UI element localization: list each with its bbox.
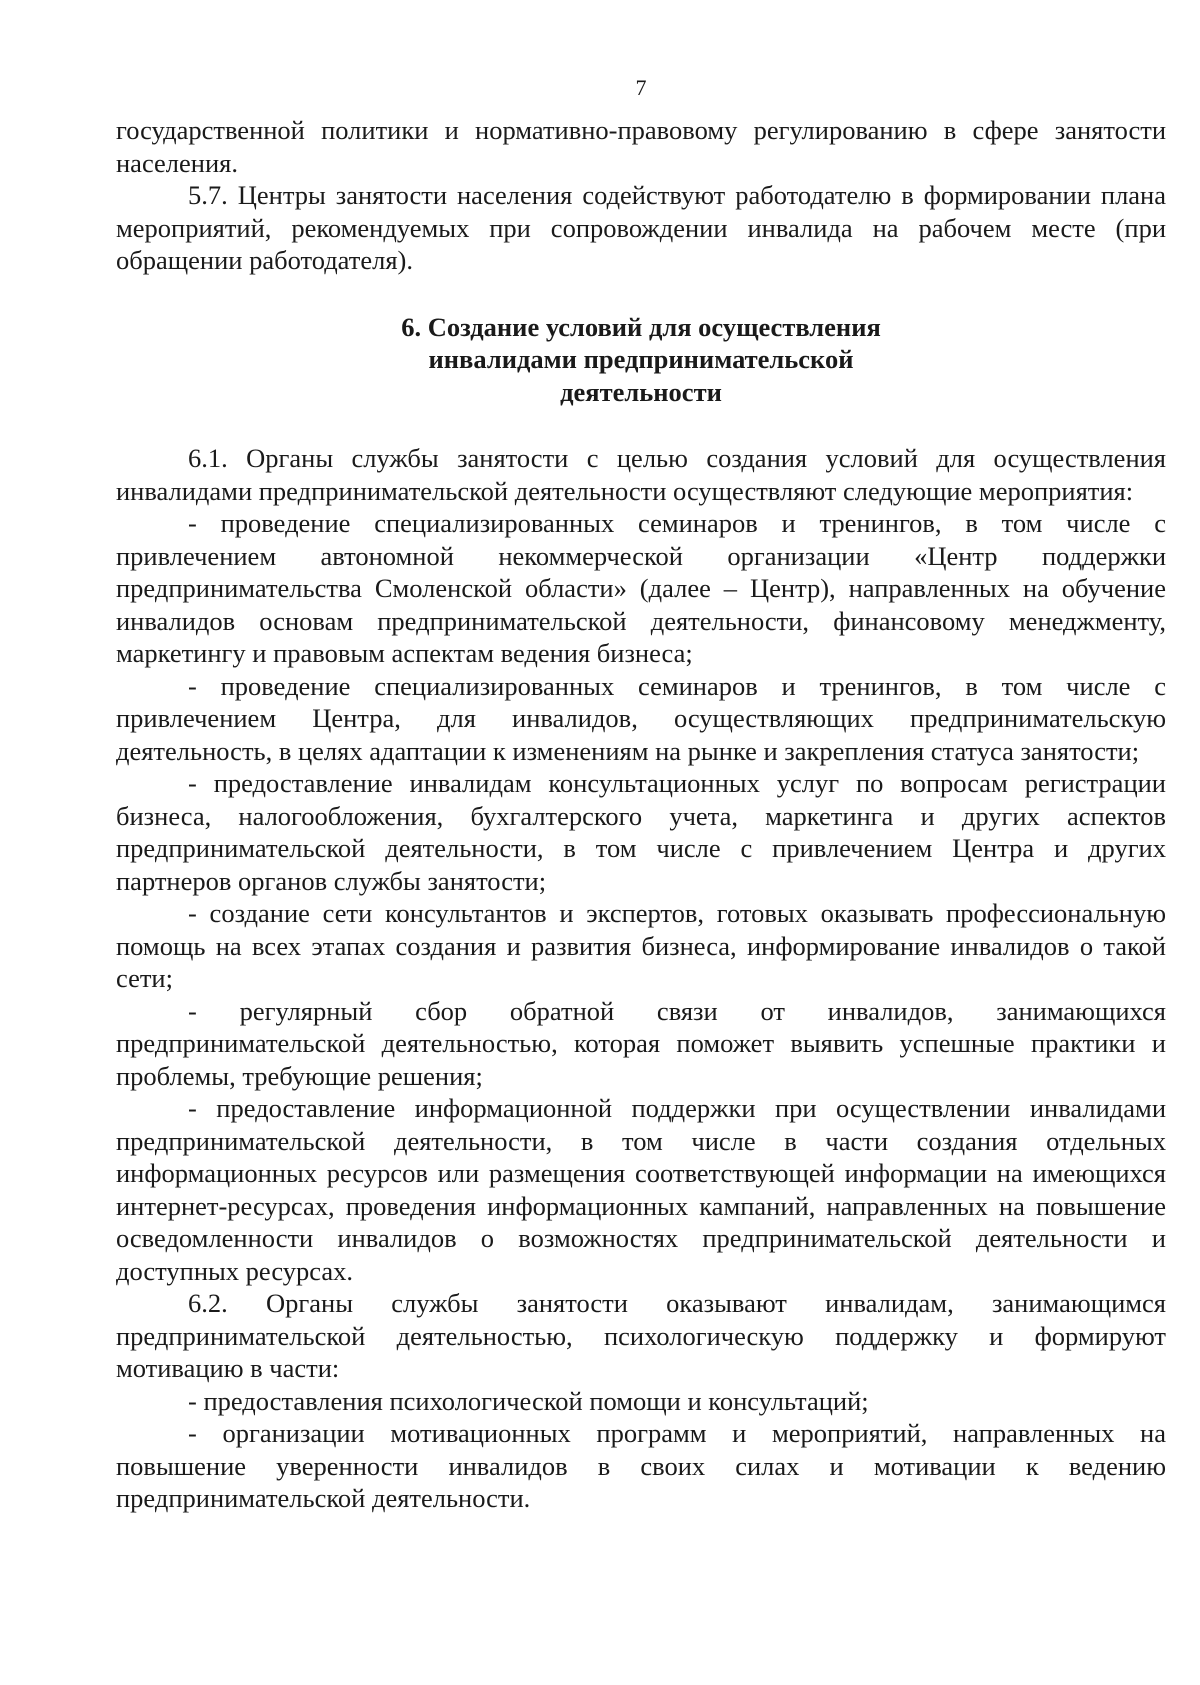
paragraph: 6.1. Органы службы занятости с целью создания условий для осуществления инвалидами предпринимательской деятельности осуществляют следующие мероприятия: <box>116 443 1166 506</box>
list-item: - предоставление информационной поддержки при осуществлении инвалидами предпринимательской деятельности, в том числе в части создания отдельных информационных ресурсов или размещения соответствующей информации на имеющихся интернет-ресурсах, проведения информационных кампаний, направленных на повышение осведомленности инвалидов о возможностях предпринимательской деятельности и доступных ресурсах. <box>116 1093 1166 1286</box>
section-heading-line: инвалидами предпринимательской <box>428 344 854 374</box>
list-item: - создание сети консультантов и экспертов, готовых оказывать профессиональную помощь на всех этапах создания и развития бизнеса, информирование инвалидов о такой сети; <box>116 898 1166 993</box>
list-item: - организации мотивационных программ и мероприятий, направленных на повышение уверенности инвалидов в своих силах и мотивации к ведению предпринимательской деятельности. <box>116 1418 1166 1513</box>
list-item: - предоставление инвалидам консультационных услуг по вопросам регистрации бизнеса, налогообложения, бухгалтерского учета, маркетинга и других аспектов предпринимательской деятельности, в том числе с привлечением Центра и других партнеров органов службы занятости; <box>116 768 1166 896</box>
section-heading-line: 6. Создание условий для осуществления <box>401 311 881 342</box>
paragraphs-main <box>116 442 1166 1515</box>
list-item: - проведение специализированных семинаров и тренингов, в том числе с привлечением автономной некоммерческой организации «Центр поддержки предпринимательства Смоленской области» (далее – Центр), направленных на обучение инвалидов основам предпринимательской деятельности, финансовому менеджменту, маркетингу и правовым аспектам ведения бизнеса; <box>116 508 1166 668</box>
page-number: 7 <box>635 75 647 100</box>
list-item: - предоставления психологической помощи и консультаций; <box>188 1385 869 1416</box>
list-item: - регулярный сбор обратной связи от инвалидов, занимающихся предпринимательской деятельностью, которая поможет выявить успешные практики и проблемы, требующие решения; <box>116 995 1166 1091</box>
document-page <box>116 74 1166 1515</box>
paragraph: 6.2. Органы службы занятости оказывают инвалидам, занимающимся предпринимательской деятельностью, психологическую поддержку и формируют мотивацию в части: <box>116 1288 1166 1383</box>
section-heading <box>116 311 1166 409</box>
list-item: - проведение специализированных семинаров и тренингов, в том числе с привлечением Центра, для инвалидов, осуществляющих предпринимательскую деятельность, в целях адаптации к изменениям на рынке и закрепления статуса занятости; <box>116 670 1166 766</box>
paragraph: 5.7. Центры занятости населения содействуют работодателю в формировании плана мероприятий, рекомендуемых при сопровождении инвалида на рабочем месте (при обращении работодателя). <box>116 180 1166 275</box>
section-heading-line: деятельности <box>560 376 722 407</box>
paragraphs-top <box>116 114 1166 277</box>
paragraph: государственной политики и нормативно-правовому регулированию в сфере занятости населения. <box>116 115 1166 178</box>
